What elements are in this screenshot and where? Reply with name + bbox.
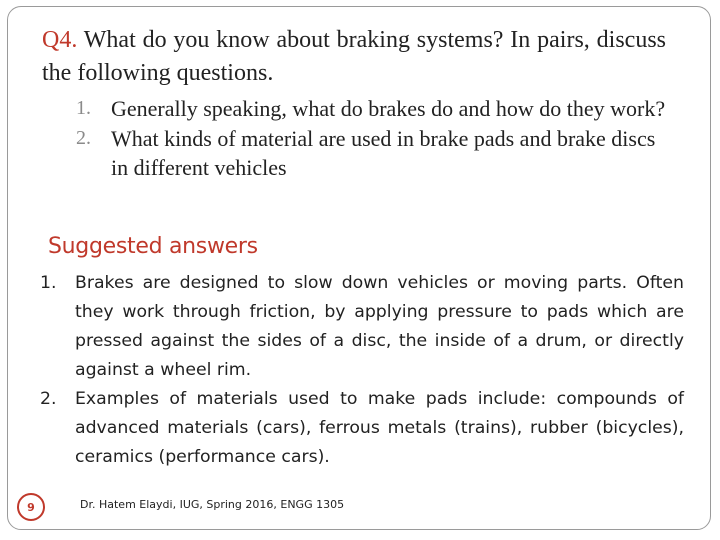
page-number-badge: 9 [17,493,45,521]
answer-number: 2. [40,389,57,409]
list-item-text: Generally speaking, what do brakes do and how do they work? [111,96,666,121]
question-text [42,24,666,90]
list-item-number: 2. [76,127,91,149]
answer-number: 1. [40,273,57,293]
list-item-number: 1. [76,97,91,119]
answers-list [40,269,684,472]
discussion-list [76,94,666,183]
suggested-answers-heading: Suggested answers [48,234,258,259]
question-body: What do you know about braking systems? In pairs, discuss the following questions. [42,27,666,86]
answer-item [40,385,684,472]
list-item-text: What kinds of material are used in brake pads and brake discs in different vehicles [111,126,656,180]
answer-text: Examples of materials used to make pads include: compounds of advanced materials (cars), ferrous metals (trains), rubber (bicycles), ceramics (performance cars). [75,389,684,467]
list-item [76,94,666,123]
footer-credit: Dr. Hatem Elaydi, IUG, Spring 2016, ENGG 1305 [80,498,345,511]
answer-text: Brakes are designed to slow down vehicles or moving parts. Often they work through friction, by applying pressure to pads which are pressed against the sides of a disc, the inside of a drum, or directly against a wheel rim. [75,273,684,380]
list-item [76,124,666,182]
question-number: Q4. [42,27,78,53]
answer-item [40,269,684,385]
